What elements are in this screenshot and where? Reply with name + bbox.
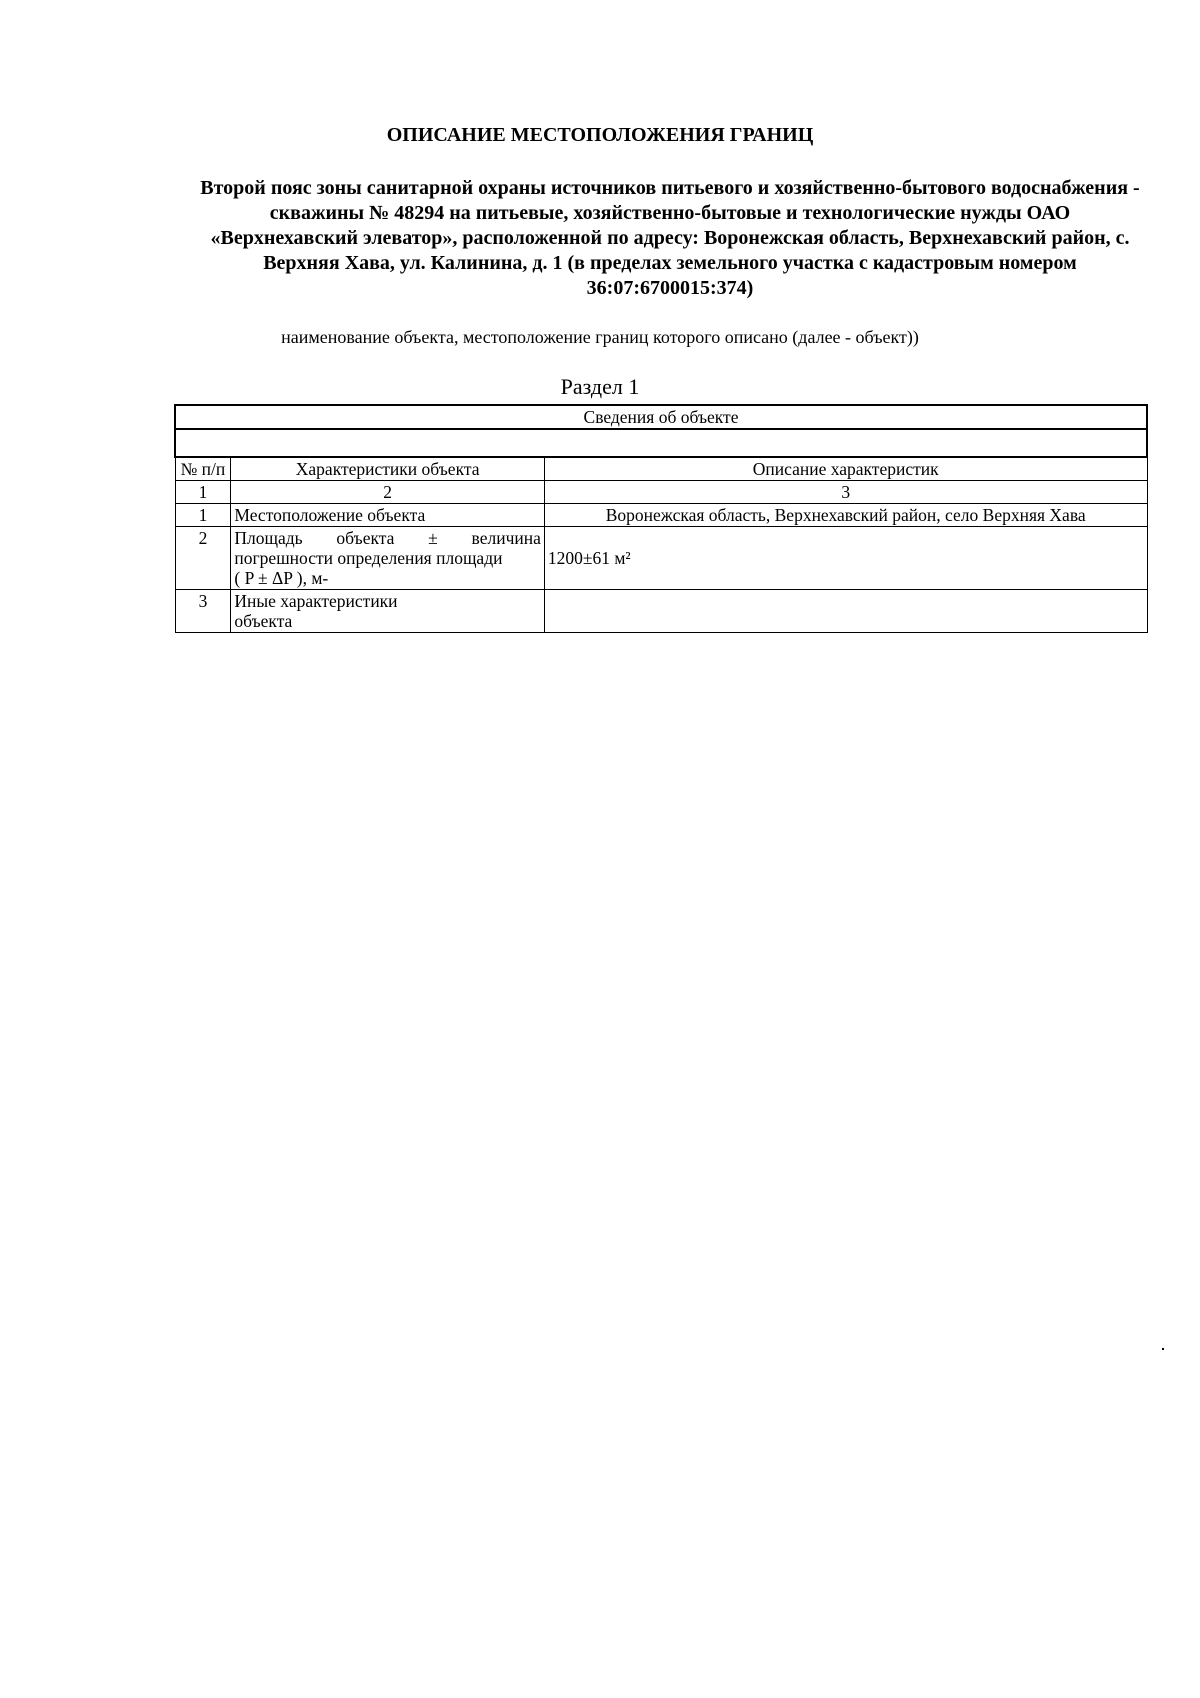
column-number-row xyxy=(175,481,1147,504)
row-num: 1 xyxy=(175,504,231,527)
table-spacer xyxy=(175,429,1147,457)
table-title-row xyxy=(175,405,1147,429)
row-characteristic-line: ( P ± ΔP ), м- xyxy=(234,568,329,588)
row-description xyxy=(544,590,1147,633)
row-num: 3 xyxy=(175,590,231,633)
object-info-table xyxy=(174,404,1148,633)
header-num: № п/п xyxy=(175,457,231,481)
object-caption: наименование объекта, местоположение границ которого описано (далее - объект)) xyxy=(281,327,919,347)
scan-speck xyxy=(1162,1348,1164,1350)
table-row xyxy=(175,527,1147,590)
row-characteristic-line: объекта xyxy=(234,611,293,631)
column-number-1: 1 xyxy=(175,481,231,504)
row-characteristic xyxy=(231,590,544,633)
header-characteristic: Характеристики объекта xyxy=(231,457,544,481)
row-characteristic xyxy=(231,527,544,590)
row-characteristic: Местоположение объекта xyxy=(231,504,544,527)
column-number-2: 2 xyxy=(231,481,544,504)
header-description: Описание характеристик xyxy=(544,457,1147,481)
table-spacer-row xyxy=(175,429,1147,457)
table-header-row xyxy=(175,457,1147,481)
column-number-3: 3 xyxy=(544,481,1147,504)
row-description: 1200±61 м² xyxy=(544,527,1147,590)
table-row xyxy=(175,504,1147,527)
row-characteristic-line: Площадь объекта ± величина xyxy=(234,528,541,548)
row-characteristic-line: погрешности определения площади xyxy=(234,548,503,568)
object-name: Второй пояс зоны санитарной охраны источников питьевого и хозяйственно-бытового водоснабжения - скважины № 48294 на питьевые, хозяйственно-бытовые и технологические нужды ОАО «Верхнехавский элеватор», расположенной по адресу: Воронежская область, Верхнехавский район, с. Верхняя Хава, ул. Калинина, д. 1 (в пределах земельного участка с кадастровым номером 36:07:6700015:374) xyxy=(200,177,1140,299)
row-num: 2 xyxy=(175,527,231,590)
document-title: ОПИСАНИЕ МЕСТОПОЛОЖЕНИЯ ГРАНИЦ xyxy=(386,124,814,146)
table-title: Сведения об объекте xyxy=(175,405,1147,429)
section-heading: Раздел 1 xyxy=(560,374,640,399)
row-description: Воронежская область, Верхнехавский район, село Верхняя Хава xyxy=(544,504,1147,527)
table-row xyxy=(175,590,1147,633)
row-characteristic-line: Иные характеристики xyxy=(234,591,398,611)
